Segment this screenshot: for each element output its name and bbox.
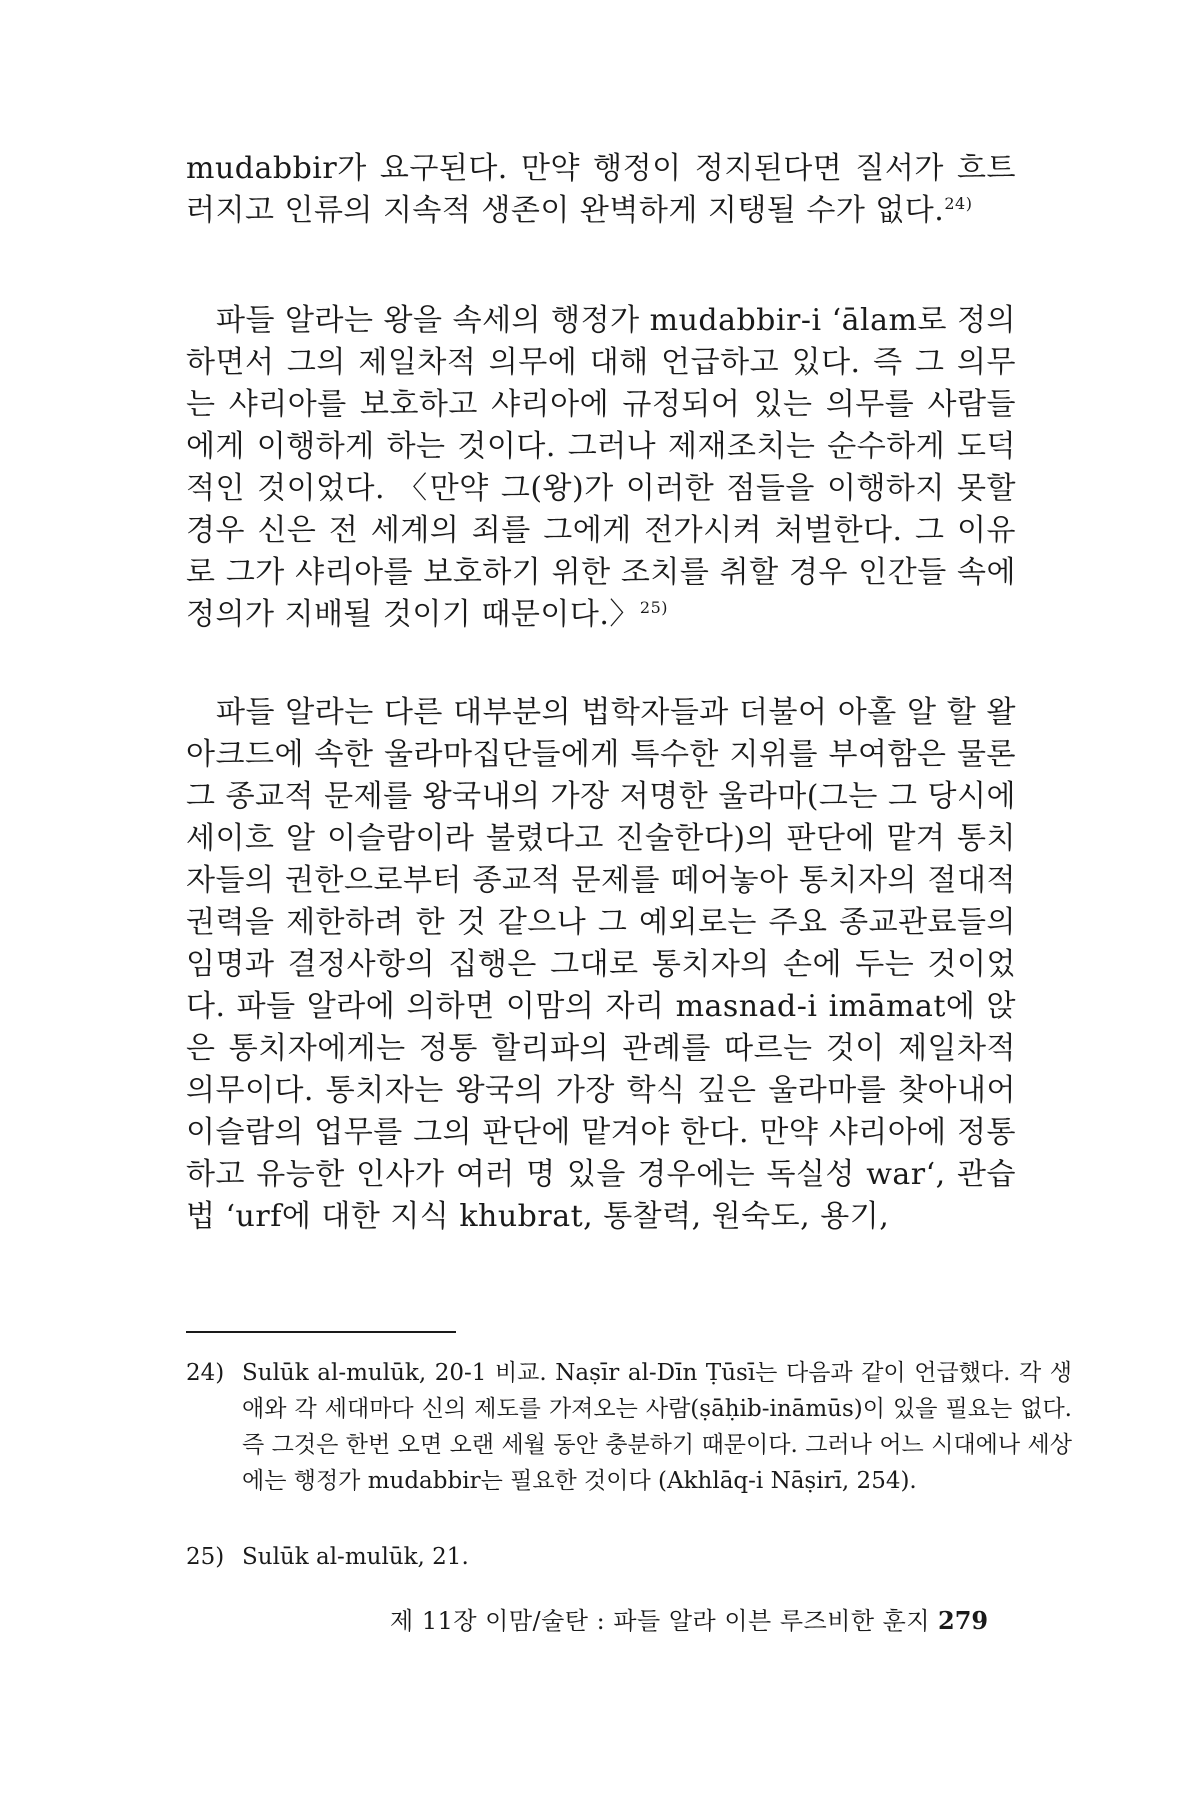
footnote-text: Sulūk al-mulūk, 21. bbox=[242, 1544, 469, 1570]
footnote-25 bbox=[186, 1539, 1072, 1575]
body-paragraph-1 bbox=[186, 148, 1016, 232]
footnote-divider bbox=[186, 1331, 456, 1333]
body-paragraph-2 bbox=[186, 300, 1016, 636]
page-number: 279 bbox=[938, 1606, 989, 1635]
body-paragraph-3 bbox=[186, 692, 1016, 1238]
paragraph-text: 파들 알라는 다른 대부분의 법학자들과 더불어 아홀 알 할 왈 아크드에 속한 울라마집단들에게 특수한 지위를 부여함은 물론 그 종교적 문제를 왕국내의 가장 저명한 울라마(그는 그 당시에 세이흐 알 이슬람이라 불렸다고 진술한다)의 판단에 맡겨 통치자들의 권한으로부터 종교적 문제를 떼어놓아 통치자의 절대적 권력을 제한하려 한 것 같으나 그 예외로는 주요 종교관료들의 임명과 결정사항의 집행은 그대로 통치자의 손에 두는 것이었다. 파들 알라에 의하면 이맘의 자리 masnad-i imāmat에 앉은 통치자에게는 정통 할리파의 관례를 따르는 것이 제일차적 의무이다. 통치자는 왕국의 가장 학식 깊은 울라마를 찾아내어 이슬람의 업무를 그의 판단에 맡겨야 한다. 만약 샤리아에 정통하고 유능한 인사가 여러 명 있을 경우에는 독실성 war‘, 관습법 ‘urf에 대한 지식 khubrat, 통찰력, 원숙도, 용기, bbox=[186, 695, 1016, 1234]
running-footer-title: 제 11장 이맘/술탄 : 파들 알라 이븐 루즈비한 훈지 bbox=[390, 1607, 931, 1635]
footnote-text: Sulūk al-mulūk, 20-1 비교. Naṣīr al-Dīn Ṭūsī는 다음과 같이 언급했다. 각 생애와 각 세대마다 신의 제도를 가져오는 사람(ṣāḥib-ināmūs)이 있을 필요는 없다. 즉 그것은 한번 오면 오랜 세월 동안 충분하기 때문이다. 그러나 어느 시대에나 세상에는 행정가 mudabbir는 필요한 것이다 (Akhlāq-i Nāṣirī, 254). bbox=[242, 1360, 1072, 1494]
paragraph-text: 파들 알라는 왕을 속세의 행정가 mudabbir-i ‘ālam로 정의하면서 그의 제일차적 의무에 대해 언급하고 있다. 즉 그 의무는 샤리아를 보호하고 샤리아에 규정되어 있는 의무를 사람들에게 이행하게 하는 것이다. 그러나 제재조치는 순수하게 도덕적인 것이었다. 〈만약 그(왕)가 이러한 점들을 이행하지 못할 경우 신은 전 세계의 죄를 그에게 전가시켜 처벌한다. 그 이유로 그가 샤리아를 보호하기 위한 조치를 취할 경우 인간들 속에 정의가 지배될 것이기 때문이다.〉 bbox=[186, 303, 1016, 632]
paragraph-text: mudabbir가 요구된다. 만약 행정이 정지된다면 질서가 흐트러지고 인류의 지속적 생존이 완벽하게 지탱될 수가 없다. bbox=[186, 151, 1016, 228]
footnote-number: 24) bbox=[186, 1360, 225, 1386]
footnote-ref-24: 24) bbox=[944, 194, 973, 213]
footnote-24 bbox=[186, 1355, 1072, 1499]
footnote-number: 25) bbox=[186, 1544, 225, 1570]
footnote-ref-25: 25) bbox=[639, 598, 668, 617]
